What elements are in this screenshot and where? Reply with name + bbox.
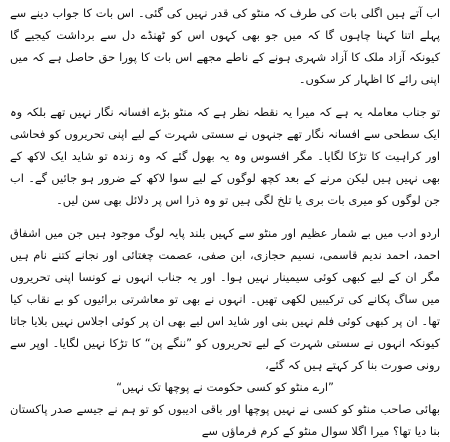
paragraph-4: بھائی صاحب منٹو کو کسی نے نہیں پوچھا اور باقی ادیبوں کو تو ہم نے جیسے صدر پاکستان بنا دیا تھا؟ میرا اگلا سوال منٹو کے کرم فرماؤں سے (10, 402, 440, 438)
paragraph-3: اردو ادب میں بے شمار عظیم اور منٹو سے کہیں بلند پایہ لوگ موجود ہیں جن میں اشفاق احمد، احمد ندیم قاسمی، نسیم حجازی، ابن صفی، عصمت چغتائی اور نجانے کتنے نام ہیں مگر ان کے لیے کبھی کوئی سیمینار نہیں ہوا۔ اور یہ جناب انہوں نے کونسا اپنی تحریروں میں ساگ پکانے کی ترکیبیں لکھی تھیں۔ انہوں نے بھی تو معاشرتی برائیوں کو بے نقاب کیا تھا۔ ان پر کبھی کوئی فلم نہیں بنی اور شاید اس لیے بھی ان پر کوئی اجلاس نہیں بلایا جاتا کیونکہ انہوں نے سستی شہرت کے لیے تحریروں کو ”ننگے پن“ کا تڑکا نہیں لگایا۔ اوپر سے رونی صورت بنا کر کہتے ہیں کہ گئے، (10, 226, 440, 372)
paragraph-1: اب آتے ہیں اگلی بات کی طرف کہ منٹو کی قدر نہیں کی گئی۔ اس بات کا جواب دینے سے پہلے اتنا کہنا چاہوں گا کہ میں جو بھی کہوں اس کو ٹھنڈے دل سے برداشت کیجیے گا کیونکہ آزاد ملک کا آزاد شہری ہونے کے ناطے مجھے اس بات کا پورا حق حاصل ہے کہ میں اپنی رائے کا اظہار کر سکوں۔ (10, 6, 440, 86)
paragraph-2: تو جناب معاملہ یہ ہے کہ میرا یہ نقطہ نظر ہے کہ منٹو بڑے افسانہ نگار نہیں تھے بلکہ وہ ایک سطحی سے افسانہ نگار تھے جنہوں نے سستی شہرت کے لیے اپنی تحریروں کو فحاشی اور کراہیت کا تڑکا لگایا۔ مگر افسوس وہ یہ بھول گئے کہ وہ زندہ تو شاید ایک لاکھ کے بھی نہیں ہیں لیکن مرنے کے بعد کچھ لوگوں کے لیے سوا لاکھ کے ضرور ہو جائیں گے۔ اب جن لوگوں کو میری بات بری یا تلخ لگی ہیں تو وہ ذرا اس پر دلائل بھی سن لیں۔ (10, 105, 440, 207)
quote-line: ”ارے منٹو کو کسی حکومت نے پوچھا تک نہیں“ (116, 380, 334, 394)
